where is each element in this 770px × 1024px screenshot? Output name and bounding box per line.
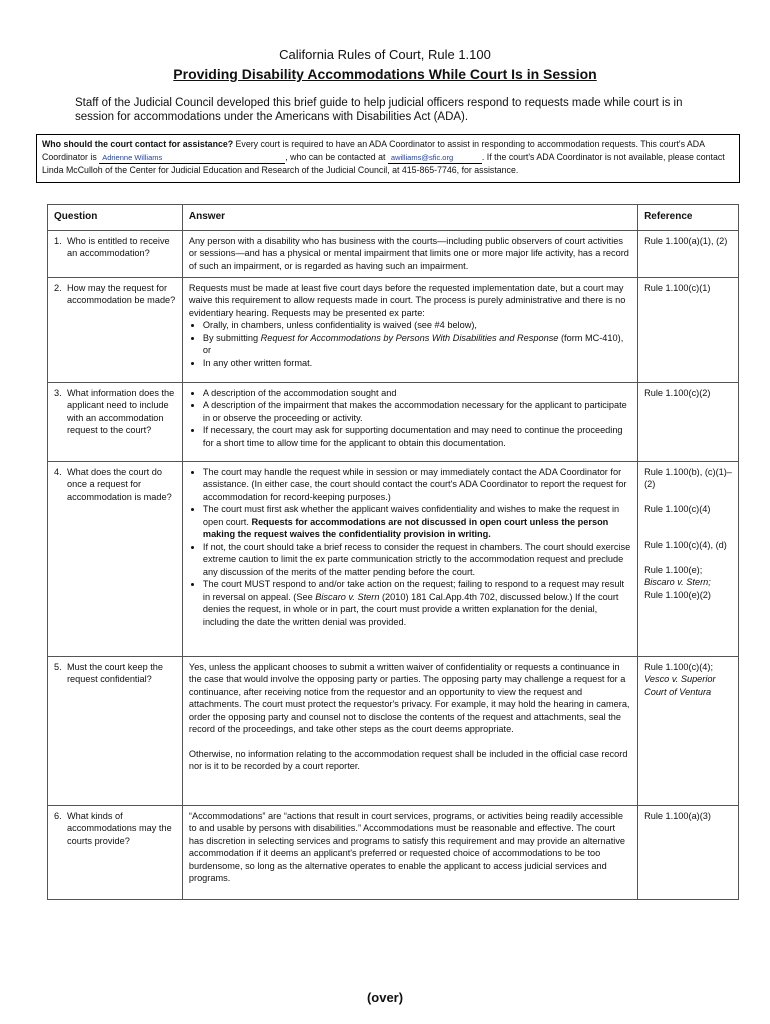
document-subtitle: Providing Disability Accommodations While Court Is in Session xyxy=(173,66,597,82)
reference-text: Rule 1.100(e)(2) xyxy=(644,589,711,600)
table-row xyxy=(48,230,739,277)
contact-text-1: Every court is required to have an ADA Coordinator to assist in responding to accommodation requests. This court's ADA Coordinator is xyxy=(42,139,705,162)
list-item xyxy=(203,332,631,357)
table-row xyxy=(48,382,739,461)
table-row xyxy=(48,656,739,805)
table-row xyxy=(48,277,739,382)
answer-text: Any person with a disability who has business with the courts—including public observers of court activities or sessions—and has a physical or mental impairment that limits one or more major life activity, has a record of such an impairment, or is regarded as having such an impairment. xyxy=(182,230,637,277)
answer-text: Requests must be made at least five court days before the requested implementation date, but a court may waive this requirement to allow requests made in court. The process is purely administrative and there is no evidentiary hearing. Requests may be presented ex parte: xyxy=(188,282,626,318)
question-text: Must the court keep the request confidential? xyxy=(67,661,164,684)
contact-text-2: , who can be contacted at xyxy=(285,152,388,162)
form-title: Request for Accommodations by Persons With Disabilities and Response xyxy=(260,332,559,343)
question-number: 1. xyxy=(54,235,62,246)
reference-text: Rule 1.100(e); xyxy=(644,564,703,575)
header-question: Question xyxy=(48,205,183,231)
page-turn-indicator: (over) xyxy=(366,990,404,1005)
list-item: • If necessary, the court may ask for supporting documentation and may need to continue the proceeding for a short time to allow time for the applicant to obtain this documentation. xyxy=(203,424,631,449)
list-item-text: By submitting xyxy=(202,332,261,343)
question-number: 6. xyxy=(54,810,62,821)
reference-cell xyxy=(638,656,739,805)
reference-text: Rule 1.100(c)(4); xyxy=(644,661,714,672)
list-item: • The court may handle the request while in session or may immediately contact the ADA Coordinator for assistance. (In either case, the court should contact the court's ADA Coordinator to report the request for accommodation for record-keeping purposes.) xyxy=(203,466,631,504)
reference-cell xyxy=(638,461,739,656)
header-reference: Reference xyxy=(638,205,739,231)
table-row xyxy=(48,461,739,656)
answer-bullets xyxy=(189,466,631,629)
list-item-text: The court must first ask whether the applicant waives confidentiality and wishes to make the request in open court. xyxy=(202,504,620,527)
question-text: What does the court do once a request for accommodation is made? xyxy=(67,466,172,502)
question-number: 4. xyxy=(54,466,62,477)
question-text: How may the request for accommodation be made? xyxy=(67,282,176,305)
reference-case: Biscaro v. Stern; xyxy=(644,577,711,587)
list-item: • A description of the impairment that makes the accommodation necessary for the applicant to participate in or observe the proceeding or activity. xyxy=(203,399,631,424)
contact-box xyxy=(36,134,740,183)
reference-text: Rule 1.100(c)(4) xyxy=(644,503,711,514)
coordinator-email-field[interactable]: awilliams@sfic.org xyxy=(388,153,482,164)
reference-text: Rule 1.100(b), (c)(1)–(2) xyxy=(644,466,732,489)
list-item-text: (form MC-410), or xyxy=(202,332,624,355)
reference-text: Rule 1.100(c)(1) xyxy=(638,277,739,382)
list-item xyxy=(203,503,631,541)
question-text: What kinds of accommodations may the courts provide? xyxy=(67,810,172,846)
answer-text: Yes, unless the applicant chooses to submit a written waiver of confidentiality or requests a continuance in the case that would involve the opposing party or parties. The opposing party may challenge a request for a continuance, after receiving notice from the requestor and an opportunity to view the request and attachments. The court must protect the requestor's privacy. For example, it may hold the hearing in camera, order the opposing party and counsel not to disclose the contents of the request and attachments, seal the record of the proceedings, and take other steps as the court deems appropriate. xyxy=(188,661,630,734)
table-row xyxy=(48,805,739,899)
reference-text: Rule 1.100(c)(4), (d) xyxy=(644,540,727,550)
list-item-text: The court MUST respond to and/or take action on the request; failing to respond to a request may result in reversal on appeal. (See xyxy=(202,579,625,602)
answer-cell xyxy=(182,277,637,382)
contact-question: Who should the court contact for assistance? xyxy=(42,139,234,149)
reference-text: Rule 1.100(a)(1), (2) xyxy=(638,230,739,277)
answer-cell xyxy=(182,461,637,656)
document-title: California Rules of Court, Rule 1.100 xyxy=(279,47,491,62)
question-text: What information does the applicant need to include with an accommodation request to the court? xyxy=(67,387,175,435)
coordinator-name-field[interactable]: Adrienne Williams xyxy=(99,153,285,164)
header-answer: Answer xyxy=(182,205,637,231)
answer-text: “Accommodations” are “actions that result in court services, programs, or activities being readily accessible to and usable by persons with disabilities.” Accommodations must be reasonable and effective. The court has discretion in selecting services and programs to satisfy this requirement and may provide an alternative accommodation if it deems an applicant's preferred or requested choice of accommodations to be too burdensome, so long as the alternative operates to enable the applicant to access judicial services and programs. xyxy=(182,805,637,899)
reference-case: Vesco v. Superior Court of Ventura xyxy=(644,674,716,697)
list-item: • A description of the accommodation sought and xyxy=(203,387,631,400)
list-item xyxy=(203,578,631,628)
question-text: Who is entitled to receive an accommodation? xyxy=(67,235,170,258)
answer-bullets xyxy=(189,387,631,450)
answer-bullets xyxy=(189,319,631,369)
reference-text: Rule 1.100(a)(3) xyxy=(638,805,739,899)
case-citation: Biscaro v. Stern xyxy=(315,591,380,602)
answer-text: Otherwise, no information relating to the accommodation request shall be included in the official case record nor is it to be recorded by a court reporter. xyxy=(188,748,628,771)
intro-paragraph: Staff of the Judicial Council developed this brief guide to help judicial officers respond to requests made while court is in session for accommodations under the Americans with Disabilities Act (ADA). xyxy=(75,97,683,123)
table-header-row xyxy=(48,205,739,231)
faq-table xyxy=(47,204,739,900)
question-number: 2. xyxy=(54,282,62,293)
answer-cell xyxy=(182,656,637,805)
list-item: • In any other written format. xyxy=(203,357,631,370)
list-item: • Orally, in chambers, unless confidentiality is waived (see #4 below), xyxy=(203,319,631,332)
list-item: • If not, the court should take a brief recess to consider the request in chambers. The court should exercise extreme caution to limit the ex parte communication strictly to the accommodation request and preclude any discussion of the merits of the matter pending before the court. xyxy=(203,541,631,579)
reference-text: Rule 1.100(c)(2) xyxy=(638,382,739,461)
contact-text-3: . If the court's ADA Coordinator is not available, please contact Linda McCulloh of the Center for Judicial Education and Research of the Judicial Council, at 415-865-7746, for assistance. xyxy=(42,152,725,175)
question-number: 5. xyxy=(54,661,62,672)
answer-cell xyxy=(182,382,637,461)
list-item-text: (2010) 181 Cal.App.4th 702, discussed below.) If the court denies the request, in whole or in part, the court must provide a written explanation for the denial, including the date the written denial was provided. xyxy=(202,591,619,627)
question-number: 3. xyxy=(54,387,62,398)
confidentiality-notice: Requests for accommodations are not discussed in open court unless the person making the request waives the confidentiality provision in writing. xyxy=(202,516,609,539)
